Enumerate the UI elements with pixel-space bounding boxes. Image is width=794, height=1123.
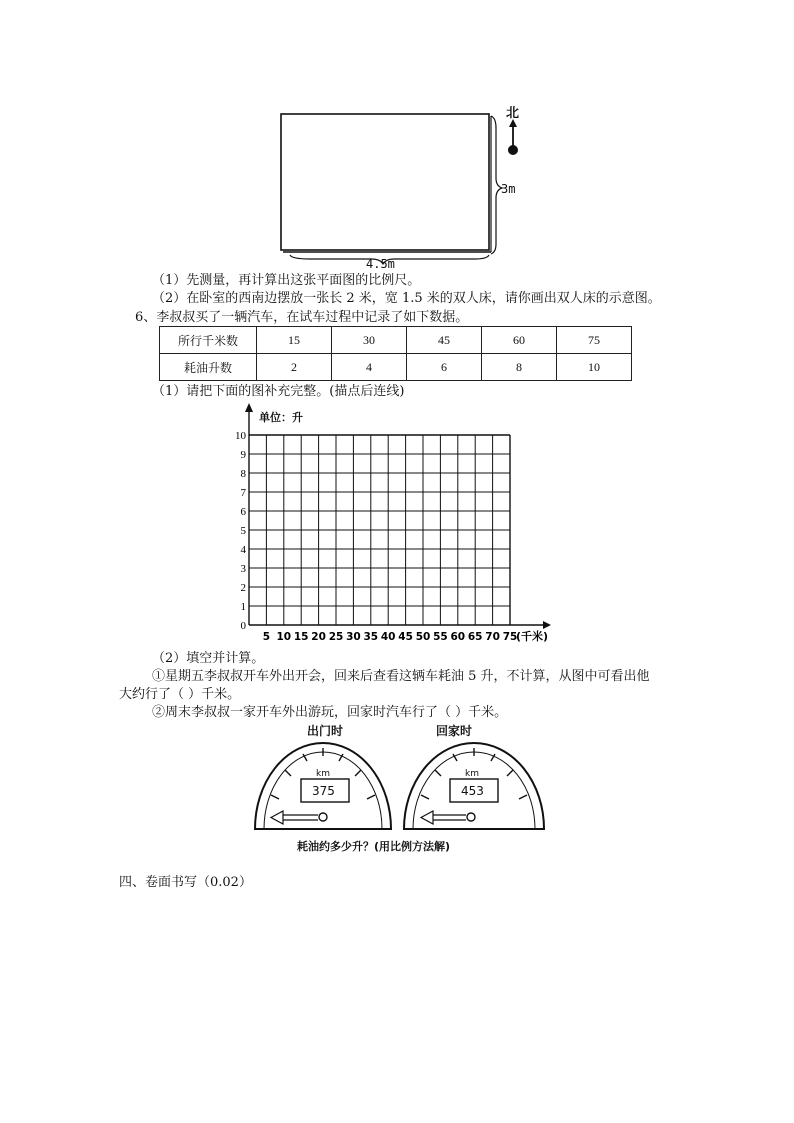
q5-item1: （1）先测量，再计算出这张平面图的比例尺。 — [152, 273, 421, 288]
table-cell: 75 — [557, 327, 632, 354]
table-cell: 45 — [407, 327, 482, 354]
width-label: 4.5m — [366, 257, 395, 271]
x-tick-label: 60 — [450, 631, 466, 643]
table-cell: 30 — [332, 327, 407, 354]
x-tick-label: 35 — [363, 631, 379, 643]
gauge-unit-return: km — [465, 769, 479, 779]
table-cell: 15 — [257, 327, 332, 354]
height-label: 3m — [501, 182, 516, 196]
table-cell: 8 — [482, 354, 557, 381]
y-tick-label: 4 — [240, 544, 246, 556]
x-tick-label: 25 — [328, 631, 344, 643]
y-tick-label: 6 — [240, 506, 246, 518]
q6-question-fuel: 耗油约多少升？(用比例方法解) — [297, 840, 451, 853]
gauge-reading-departure: 375 — [312, 784, 335, 798]
y-tick-label: 1 — [240, 601, 246, 613]
x-tick-label: 45 — [398, 631, 413, 643]
row-header-km: 所行千米数 — [160, 327, 257, 354]
needle-pivot — [467, 813, 475, 821]
gauge-unit-departure: km — [316, 769, 330, 779]
q6-question-a-line2: 大约行了（ ）千米。 — [119, 687, 241, 702]
gauge-reading-return: 453 — [461, 784, 484, 798]
x-tick-label: 65 — [467, 631, 483, 643]
x-tick-label: 50 — [415, 631, 431, 643]
y-tick-label: 8 — [240, 468, 246, 480]
table-cell: 2 — [257, 354, 332, 381]
north-label: 北 — [506, 106, 520, 121]
x-tick-label: 55 — [433, 631, 448, 643]
x-tick-label: 15 — [293, 631, 309, 643]
x-tick-label: 5 — [262, 631, 271, 643]
x-tick-label: 20 — [311, 631, 326, 643]
q6-part1: （1）请把下面的图补充完整。(描点后连线) — [152, 384, 405, 399]
gauge-title-return: 回家时 — [436, 724, 473, 738]
gauge-title-departure: 出门时 — [307, 724, 344, 738]
y-tick-label: 2 — [240, 582, 246, 594]
x-tick-label: 75 — [502, 631, 518, 643]
q6-question-b: ②周末李叔叔一家开车外出游玩，回家时汽车行了（ ）千米。 — [152, 705, 508, 720]
needle-pivot — [319, 813, 327, 821]
x-tick-label: 30 — [346, 631, 361, 643]
row-header-liters: 耗油升数 — [160, 354, 257, 381]
q6-intro: 6、李叔叔买了一辆汽车，在试车过程中记录了如下数据。 — [135, 310, 469, 325]
x-tick-label: 40 — [380, 631, 396, 643]
q5-item2: （2）在卧室的西南边摆放一张长 2 米，宽 1.5 米的双人床，请你画出双人床的示意图。 — [152, 291, 661, 306]
y-tick-label: 9 — [240, 449, 246, 461]
q6-question-a-line1: ①星期五李叔叔开车外出开会，回来后查看这辆车耗油 5 升，不计算，从图中可看出他 — [152, 669, 650, 684]
table-cell: 10 — [557, 354, 632, 381]
y-tick-label: 3 — [240, 563, 246, 575]
section4-heading: 四、卷面书写（0.02） — [119, 875, 252, 890]
table-cell: 4 — [332, 354, 407, 381]
table-cell: 60 — [482, 327, 557, 354]
y-tick-label: 7 — [240, 487, 246, 499]
y-tick-label: 5 — [240, 525, 246, 537]
y-tick-label: 10 — [235, 430, 246, 442]
x-axis-label: (千米) — [516, 630, 549, 643]
table-cell: 6 — [407, 354, 482, 381]
x-tick-label: 10 — [276, 631, 292, 643]
q6-part2: （2）填空并计算。 — [152, 651, 265, 666]
y-tick-label: 0 — [240, 620, 246, 632]
chart-ylabel: 单位：升 — [259, 411, 303, 424]
x-tick-label: 70 — [485, 631, 500, 643]
